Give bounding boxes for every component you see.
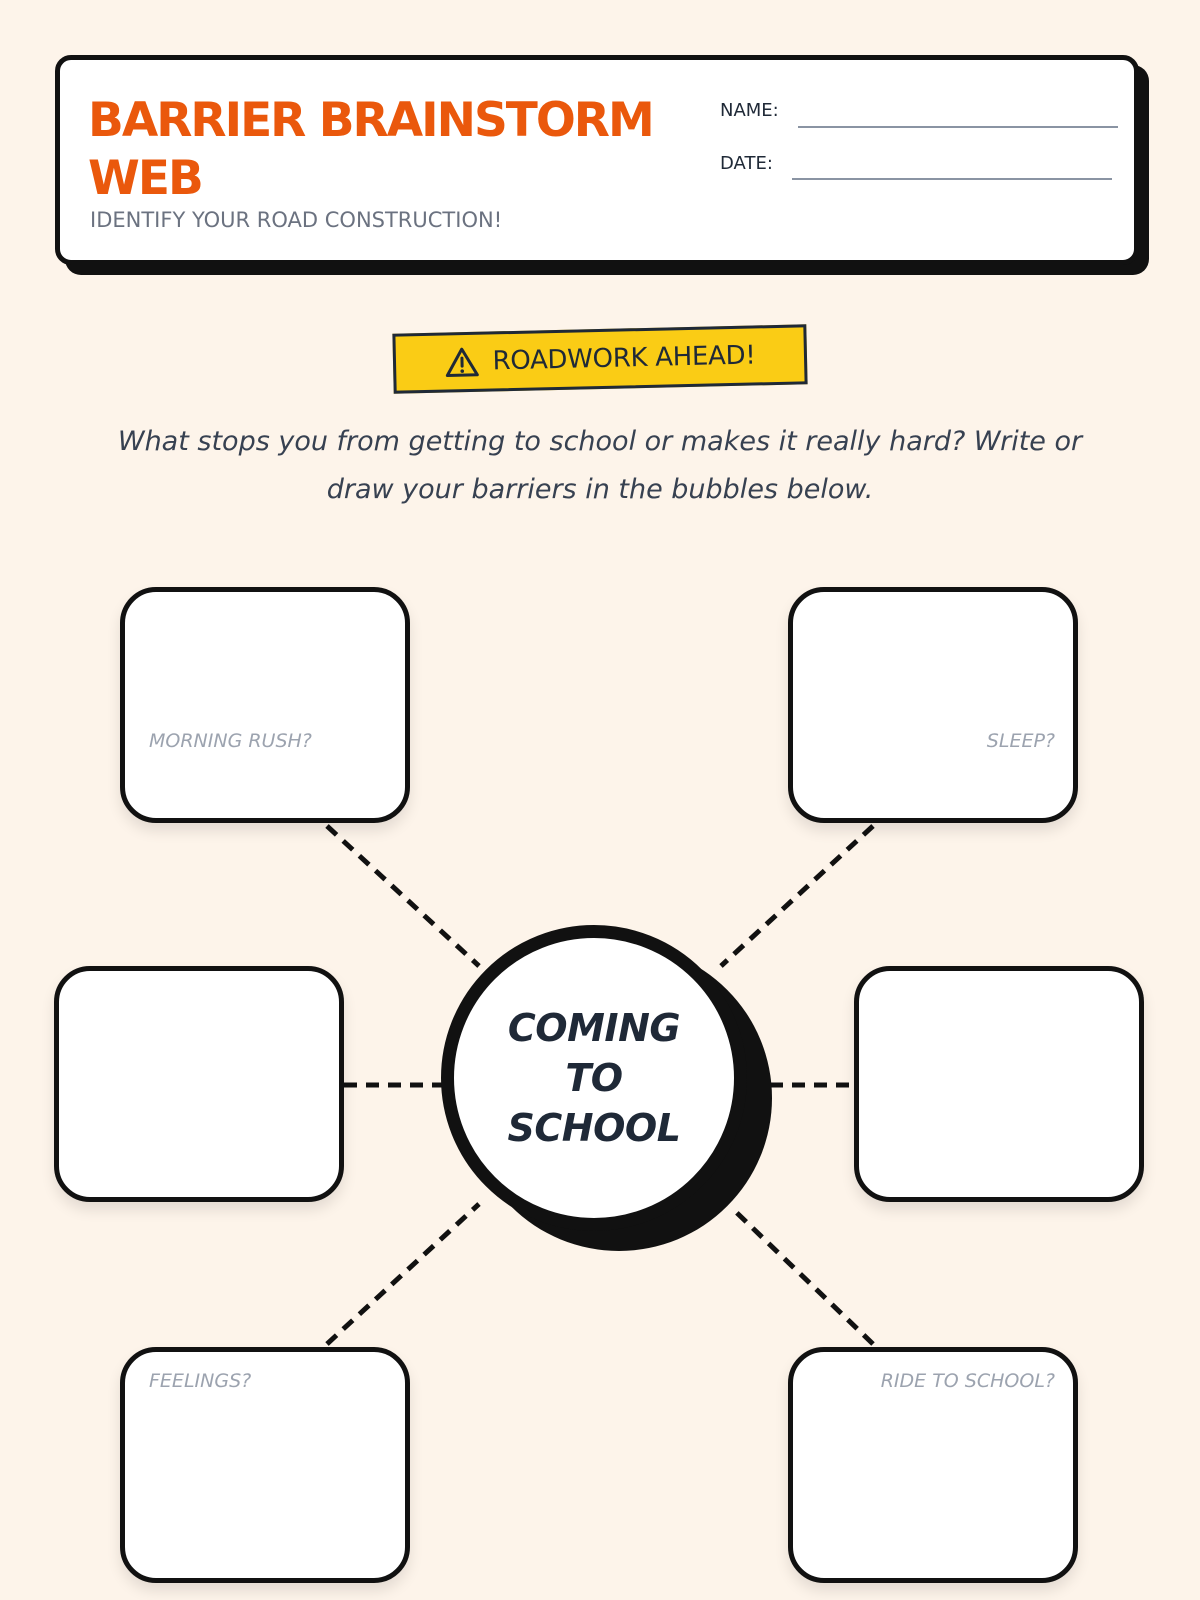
bubble-top-right[interactable] — [788, 587, 1078, 823]
connector-bottom-right — [736, 1212, 873, 1344]
bubble-hint: MORNING RUSH? — [149, 730, 312, 752]
worksheet-title: BARRIER BRAINSTORM WEB — [88, 93, 653, 206]
worksheet-subtitle: IDENTIFY YOUR ROAD CONSTRUCTION! — [90, 208, 503, 232]
connector-top-right — [721, 826, 873, 966]
badge-label: ROADWORK AHEAD! — [492, 340, 756, 377]
connector-top-left — [327, 826, 479, 966]
bubble-hint: FEELINGS? — [149, 1370, 252, 1392]
instructions-text: What stops you from getting to school or makes it really hard? Write or draw your barriers in the bubbles below. — [117, 426, 1083, 505]
bubble-bottom-left[interactable] — [120, 1347, 410, 1583]
name-label: NAME: — [720, 100, 779, 121]
center-label: COMING TO SCHOOL — [507, 1006, 681, 1150]
bubble-bottom-right[interactable] — [788, 1347, 1078, 1583]
bubble-middle-left[interactable] — [54, 966, 344, 1202]
bubble-hint: SLEEP? — [986, 730, 1055, 752]
date-label: DATE: — [720, 153, 773, 174]
bubble-hint: RIDE TO SCHOOL? — [880, 1370, 1055, 1392]
connector-bottom-left — [327, 1204, 479, 1344]
bubble-top-left[interactable] — [120, 587, 410, 823]
center-hub — [441, 925, 747, 1231]
bubble-middle-right[interactable] — [854, 966, 1144, 1202]
